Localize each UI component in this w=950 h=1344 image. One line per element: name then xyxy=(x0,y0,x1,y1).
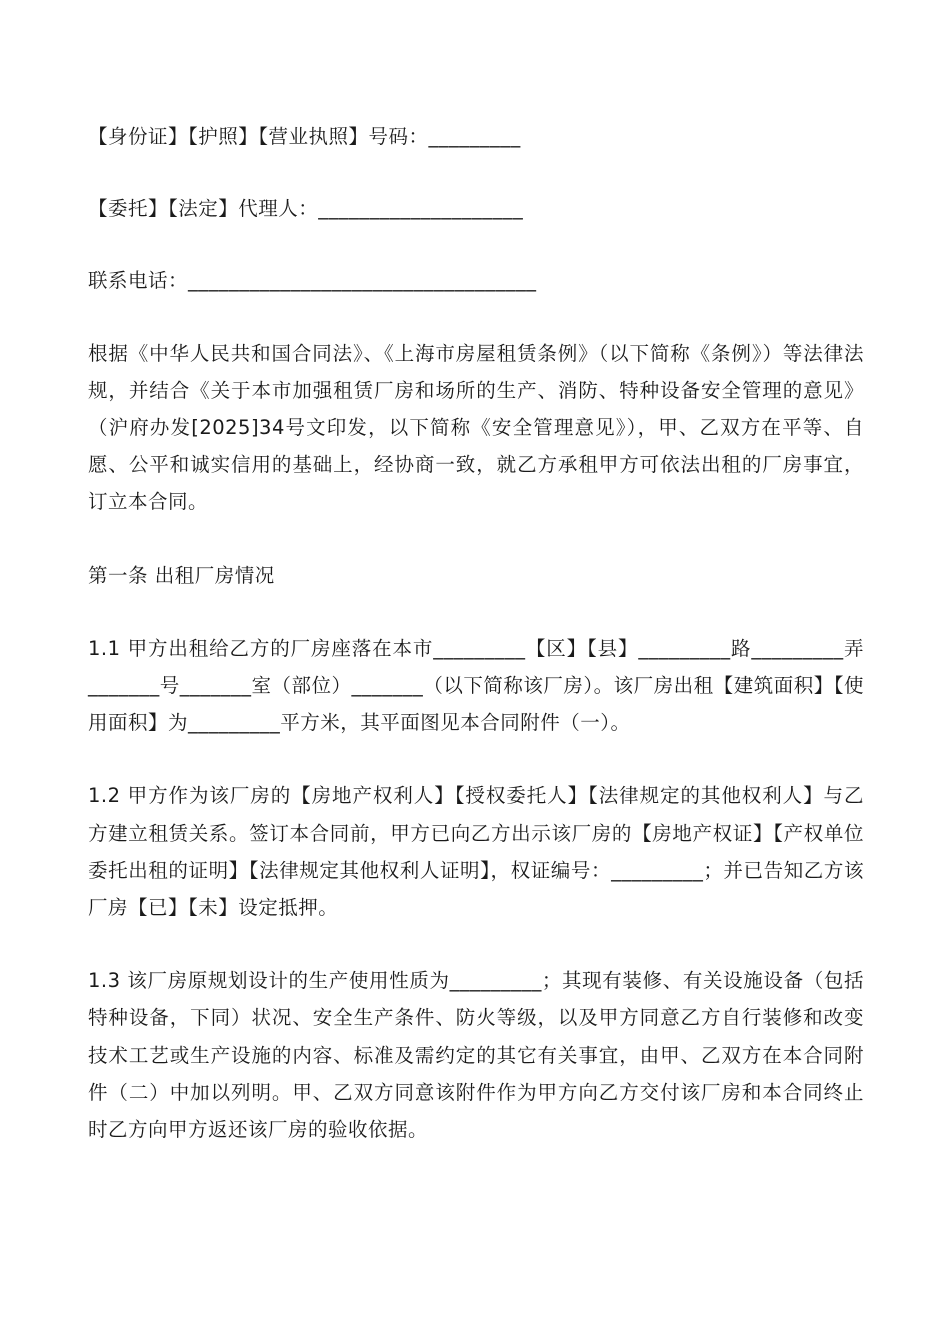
clause-1-1: 1.1 甲方出租给乙方的厂房座落在本市_________【区】【县】_________路_________弄_______号_______室（部位）_______（以下简称该厂房）。该厂房出租【建筑面积】【使用面积】为_________平方米，其平面图见本合同附件（一）。 xyxy=(88,636,864,735)
clause-1-3: 1.3 该厂房原规划设计的生产使用性质为_________；其现有装修、有关设施设备（包括特种设备，下同）状况、安全生产条件、防火等级，以及甲方同意乙方自行装修和改变技术工艺或生产设施的内容、标准及需约定的其它有关事宜，由甲、乙双方在本合同附件（二）中加以列明。甲、乙双方同意该附件作为甲方向乙方交付该厂房和本合同终止时乙方向甲方返还该厂房的验收依据。 xyxy=(88,969,864,1142)
article-1-title: 第一条 出租厂房情况 xyxy=(88,563,275,587)
contract-page xyxy=(88,118,864,1184)
agent-field: 【委托】【法定】代理人：____________________ xyxy=(88,197,524,221)
phone-field: 联系电话：__________________________________ xyxy=(88,269,537,293)
id-number-field: 【身份证】【护照】【营业执照】号码：_________ xyxy=(88,125,521,148)
intro-paragraph: 根据《中华人民共和国合同法》、《上海市房屋租赁条例》（以下简称《条例》）等法律法规，并结合《关于本市加强租赁厂房和场所的生产、消防、特种设备安全管理的意见》（沪府办发[2025]34号文印发，以下简称《安全管理意见》），甲、乙双方在平等、自愿、公平和诚实信用的基础上，经协商一致，就乙方承租甲方可依法出租的厂房事宜，订立本合同。 xyxy=(88,341,864,514)
clause-1-2: 1.2 甲方作为该厂房的【房地产权利人】【授权委托人】【法律规定的其他权利人】与乙方建立租赁关系。签订本合同前，甲方已向乙方出示该厂房的【房地产权证】【产权单位委托出租的证明】【法律规定其他权利人证明】，权证编号：_________；并已告知乙方该厂房【已】【未】设定抵押。 xyxy=(88,784,864,920)
